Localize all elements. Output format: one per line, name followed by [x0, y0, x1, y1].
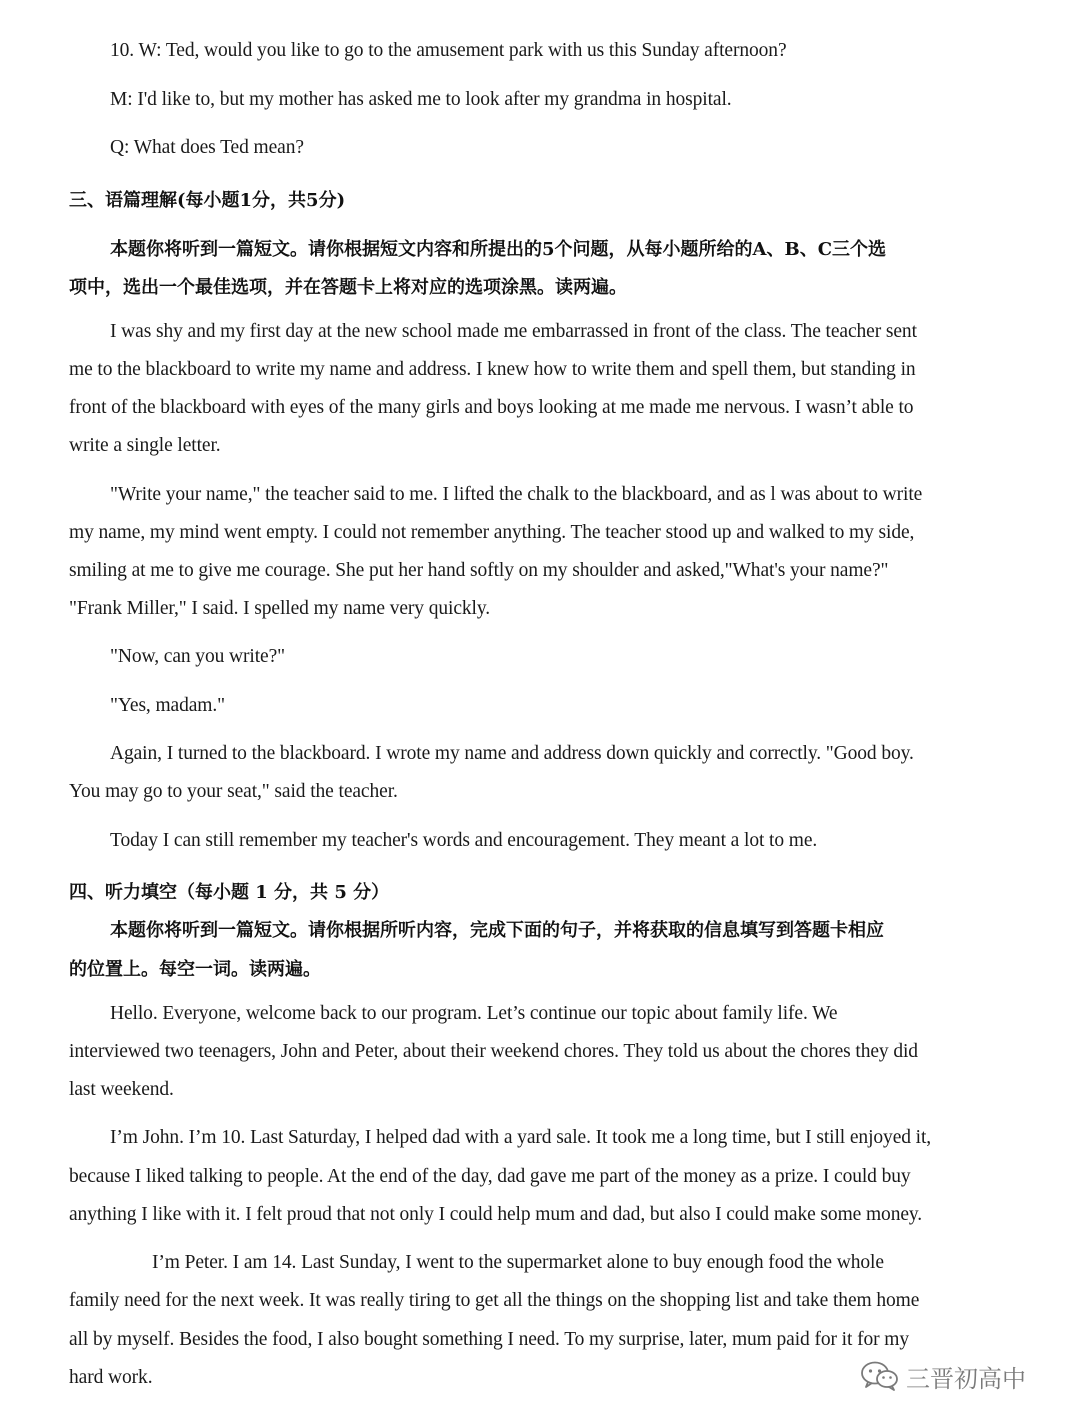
- passage-line: I’m Peter. I am 14. Last Sunday, I went to the supermarket alone to buy enough food the whole: [152, 1252, 884, 1273]
- section4-heading: 四、听力填空（每小题 1 分，共 5 分）: [69, 882, 390, 903]
- passage-line: "Write your name," the teacher said to me. I lifted the chalk to the blackboard, and as l was about to write: [110, 484, 923, 505]
- passage-line: me to the blackboard to write my name and address. I knew how to write them and spell them, but standing in: [69, 359, 916, 380]
- passage-line: Hello. Everyone, welcome back to our program. Let’s continue our topic about family life. We: [110, 1003, 838, 1024]
- dialogue-line-m: M: I'd like to, but my mother has asked me to look after my grandma in hospital.: [110, 89, 732, 110]
- passage-line: write a single letter.: [69, 435, 221, 456]
- passage-line: all by myself. Besides the food, I also bought something I need. To my surprise, later, mum paid for it for my: [69, 1329, 910, 1350]
- section3-heading: 三、语篇理解(每小题1分，共5分): [69, 190, 346, 211]
- dialogue-line-q: Q: What does Ted mean?: [110, 137, 304, 158]
- watermark-text: 三晋初高中: [906, 1364, 1026, 1393]
- dialogue-line-w: 10. W: Ted, would you like to go to the amusement park with us this Sunday afternoon?: [110, 40, 787, 61]
- section3-instruction-line1: 本题你将听到一篇短文。请你根据短文内容和所提出的5个问题，从每小题所给的A、B、C三个选: [110, 239, 887, 260]
- passage-line: "Now, can you write?": [110, 646, 285, 667]
- passage-line: front of the blackboard with eyes of the many girls and boys looking at me made me nervous. I wasn’t able to: [69, 397, 914, 418]
- section3-instruction-line2: 项中，选出一个最佳选项，并在答题卡上将对应的选项涂黑。读两遍。: [69, 277, 627, 298]
- passage-line: You may go to your seat," said the teacher.: [69, 781, 398, 802]
- passage-line: I was shy and my first day at the new school made me embarrassed in front of the class. The teacher sent: [110, 321, 917, 342]
- passage-line: "Yes, madam.": [110, 695, 226, 716]
- passage-line: hard work.: [69, 1367, 153, 1388]
- wechat-icon: [860, 1360, 900, 1392]
- passage-line: Today I can still remember my teacher's words and encouragement. They meant a lot to me.: [110, 830, 818, 851]
- passage-line: because I liked talking to people. At the end of the day, dad gave me part of the money as a prize. I could buy: [69, 1166, 911, 1187]
- passage-line: I’m John. I’m 10. Last Saturday, I helped dad with a yard sale. It took me a long time, but I still enjoyed it,: [110, 1127, 932, 1148]
- section4-instruction-line2: 的位置上。每空一词。读两遍。: [69, 959, 321, 980]
- watermark: [860, 1358, 1026, 1394]
- passage-line: last weekend.: [69, 1079, 174, 1100]
- passage-line: interviewed two teenagers, John and Peter, about their weekend chores. They told us about the chores they did: [69, 1041, 918, 1062]
- passage-line: Again, I turned to the blackboard. I wrote my name and address down quickly and correctly. "Good boy.: [110, 743, 914, 764]
- passage-line: smiling at me to give me courage. She put her hand softly on my shoulder and asked,"What's your name?": [69, 560, 889, 581]
- passage-line: my name, my mind went empty. I could not remember anything. The teacher stood up and walked to my side,: [69, 522, 915, 543]
- passage-line: family need for the next week. It was really tiring to get all the things on the shopping list and take them home: [69, 1290, 920, 1311]
- section4-instruction-line1: 本题你将听到一篇短文。请你根据所听内容，完成下面的句子，并将获取的信息填写到答题卡相应: [110, 920, 884, 941]
- passage-line: anything I like with it. I felt proud that not only I could help mum and dad, but also I could make some money.: [69, 1204, 923, 1225]
- passage-line: "Frank Miller," I said. I spelled my name very quickly.: [69, 598, 491, 619]
